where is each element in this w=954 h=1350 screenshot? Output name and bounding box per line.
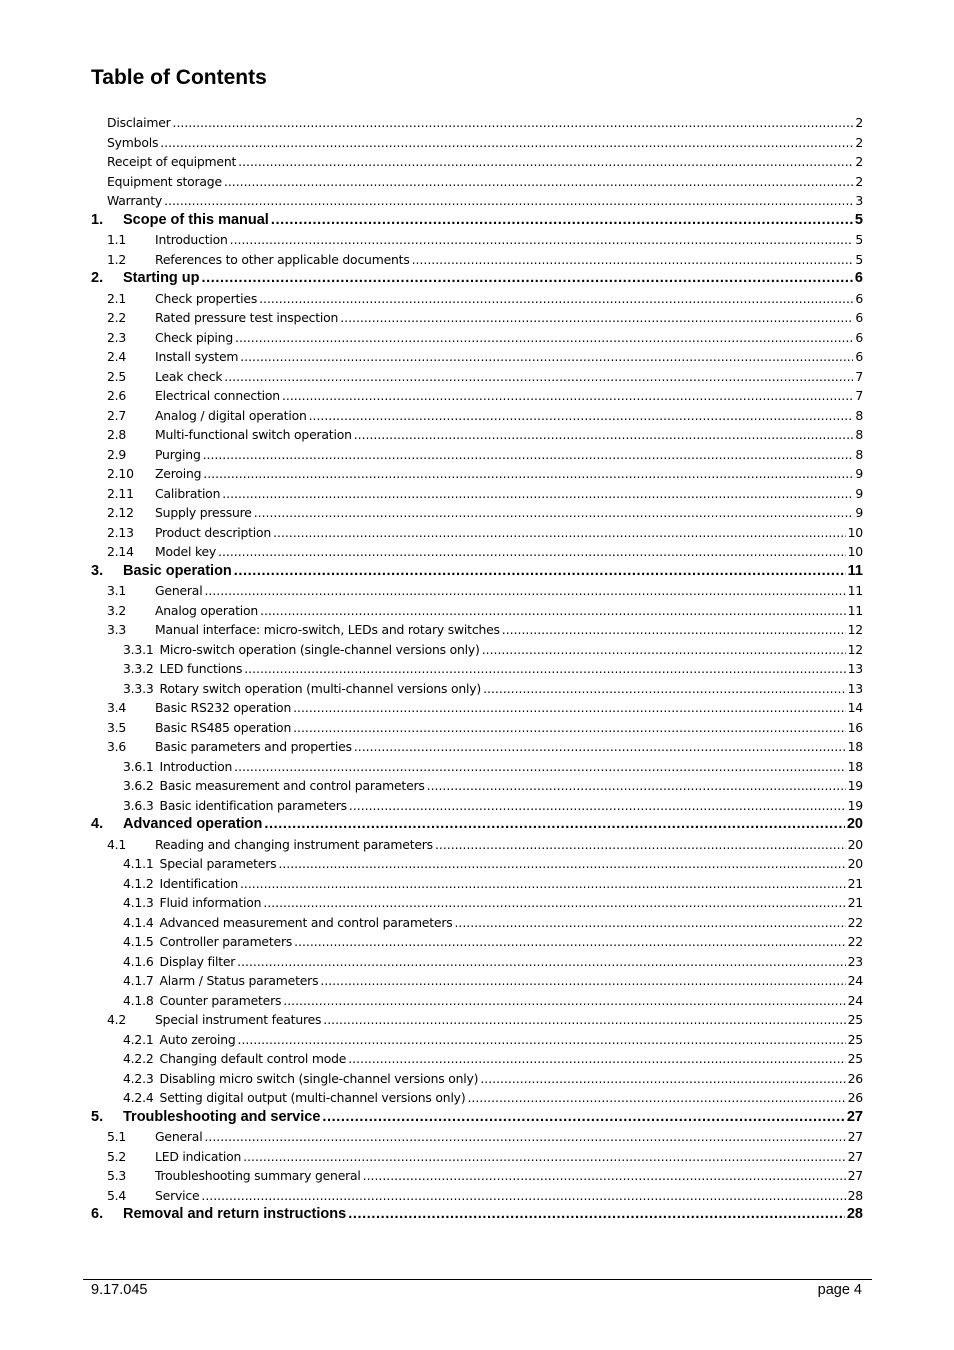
toc-entry-page: 9 <box>855 485 863 501</box>
toc-entry[interactable] <box>91 1088 863 1108</box>
toc-entry-title: Counter parameters <box>159 992 282 1008</box>
toc-entry-number: 2.13 <box>107 524 134 540</box>
toc-entry[interactable] <box>91 503 863 523</box>
toc-entry[interactable] <box>91 250 863 270</box>
toc-dot-leader <box>467 1088 845 1108</box>
toc-entry[interactable] <box>91 386 863 406</box>
toc-entry[interactable] <box>91 854 863 874</box>
toc-dot-leader <box>259 289 853 309</box>
toc-entry-number: 6. <box>91 1206 104 1222</box>
toc-entry[interactable] <box>91 1205 863 1225</box>
toc-entry-title: Check properties <box>155 290 258 306</box>
toc-entry-page: 22 <box>847 934 863 949</box>
toc-dot-leader <box>320 971 845 991</box>
toc-dot-leader <box>271 211 853 231</box>
toc-entry-page: 7 <box>855 368 863 384</box>
toc-entry-title: Removal and return instructions <box>123 1206 347 1222</box>
toc-entry-page: 5 <box>855 232 863 247</box>
toc-entry[interactable] <box>91 874 863 894</box>
toc-entry-title: Basic identification parameters <box>159 797 347 813</box>
toc-entry[interactable] <box>91 542 863 562</box>
toc-dot-leader <box>234 562 846 582</box>
toc-entry-number: 4.1.2 <box>123 875 154 891</box>
toc-entry-title: Rated pressure test inspection <box>155 310 339 325</box>
toc-dot-leader <box>294 932 846 952</box>
toc-dot-leader <box>160 133 853 153</box>
toc-entry-page: 20 <box>847 856 863 871</box>
toc-dot-leader <box>201 1186 845 1206</box>
toc-entry-title: Advanced measurement and control parameters <box>159 914 453 930</box>
toc-dot-leader <box>235 328 853 348</box>
document-code: 9.17.045 <box>91 1282 148 1298</box>
toc-entry-page: 27 <box>847 1148 863 1164</box>
toc-dot-leader <box>244 659 845 679</box>
toc-entry-number: 2.4 <box>107 349 127 364</box>
toc-entry-title: Disabling micro switch (single-channel versions only) <box>159 1070 479 1086</box>
toc-entry-title: References to other applicable documents <box>155 251 410 267</box>
toc-dot-leader <box>348 1205 845 1225</box>
toc-entry-number: 2.7 <box>107 407 127 423</box>
toc-entry-number: 3.5 <box>107 719 127 735</box>
toc-entry-title: Fluid information <box>159 895 262 910</box>
toc-entry-number: 2.6 <box>107 388 127 403</box>
toc-entry-page: 23 <box>847 953 863 969</box>
toc-entry-page: 7 <box>855 388 863 403</box>
toc-entry[interactable] <box>91 581 863 601</box>
page-title: Table of Contents <box>91 66 267 89</box>
toc-entry-title: General <box>155 583 203 598</box>
toc-dot-leader <box>348 1049 845 1069</box>
toc-entry-page: 13 <box>847 680 863 696</box>
toc-entry-title: Basic parameters and properties <box>155 739 352 754</box>
toc-dot-leader <box>323 1010 845 1030</box>
toc-entry[interactable] <box>91 893 863 913</box>
toc-entry-title: Auto zeroing <box>159 1031 236 1047</box>
toc-entry-title: Identification <box>159 875 238 891</box>
toc-entry-title: Starting up <box>123 270 200 286</box>
toc-entry-number: 4.1.6 <box>123 953 154 969</box>
toc-entry-number: 2.12 <box>107 505 134 520</box>
toc-entry[interactable] <box>91 776 863 796</box>
toc-entry-number: 5.2 <box>107 1148 127 1164</box>
toc-entry[interactable] <box>91 1010 863 1030</box>
toc-entry-page: 3 <box>855 193 863 208</box>
toc-entry[interactable] <box>91 562 863 582</box>
toc-entry-page: 5 <box>854 211 863 228</box>
toc-entry-page: 24 <box>847 973 863 988</box>
toc-dot-leader <box>354 737 846 757</box>
toc-dot-leader <box>363 1166 846 1186</box>
toc-entry-number: 4.1.7 <box>123 973 154 988</box>
toc-dot-leader <box>203 464 853 484</box>
toc-entry-page: 10 <box>847 524 863 540</box>
toc-entry-number: 3.3.1 <box>123 641 154 657</box>
toc-entry[interactable] <box>91 1030 863 1050</box>
toc-entry-page: 24 <box>847 992 863 1008</box>
toc-entry-title: Warranty <box>107 193 163 208</box>
footer-divider <box>83 1279 872 1280</box>
toc-entry-title: Analog / digital operation <box>155 407 307 423</box>
toc-dot-leader <box>240 347 853 367</box>
toc-entry-page: 5 <box>855 251 863 267</box>
toc-entry[interactable] <box>91 1147 863 1167</box>
toc-dot-leader <box>243 1147 845 1167</box>
toc-entry-page: 25 <box>847 1051 863 1066</box>
toc-entry-page: 6 <box>855 349 863 364</box>
toc-entry[interactable] <box>91 952 863 972</box>
toc-entry-number: 4.2.3 <box>123 1070 154 1086</box>
toc-entry[interactable] <box>91 815 863 835</box>
toc-dot-leader <box>164 191 853 211</box>
toc-entry-page: 6 <box>854 270 863 286</box>
toc-entry-page: 20 <box>846 816 863 832</box>
toc-entry-number: 5.1 <box>107 1129 127 1144</box>
toc-dot-leader <box>482 640 846 660</box>
toc-dot-leader <box>273 523 846 543</box>
toc-entry-page: 6 <box>855 329 863 345</box>
toc-entry-number: 4.1.8 <box>123 992 154 1008</box>
toc-entry-title: Basic measurement and control parameters <box>159 778 425 793</box>
toc-dot-leader <box>260 601 846 621</box>
toc-entry-number: 3. <box>91 562 104 579</box>
toc-entry[interactable] <box>91 133 863 153</box>
toc-entry-number: 4.1.4 <box>123 914 154 930</box>
toc-entry-number: 3.6.2 <box>123 778 154 793</box>
toc-entry-number: 2.9 <box>107 446 127 462</box>
toc-dot-leader <box>282 386 853 406</box>
toc-entry-number: 2.8 <box>107 427 127 442</box>
toc-entry-title: LED functions <box>159 661 243 676</box>
toc-entry-page: 27 <box>846 1108 863 1125</box>
toc-entry-number: 5.3 <box>107 1168 127 1183</box>
toc-entry-number: 2.11 <box>107 485 134 501</box>
toc-dot-leader <box>483 679 846 699</box>
toc-entry-number: 3.3.2 <box>123 661 154 676</box>
toc-dot-leader <box>293 698 846 718</box>
toc-entry-title: Electrical connection <box>155 388 280 403</box>
toc-entry[interactable] <box>91 308 863 328</box>
toc-entry-title: Introduction <box>155 232 228 247</box>
toc-entry-number: 4.2.4 <box>123 1090 154 1105</box>
toc-entry-number: 2.10 <box>107 466 134 481</box>
toc-dot-leader <box>204 581 845 601</box>
toc-entry-title: Alarm / Status parameters <box>159 973 319 988</box>
toc-entry[interactable] <box>91 328 863 348</box>
toc-entry-page: 11 <box>847 562 863 579</box>
toc-entry[interactable] <box>91 913 863 933</box>
toc-dot-leader <box>224 172 853 192</box>
toc-entry[interactable] <box>91 191 863 211</box>
toc-entry[interactable] <box>91 211 863 231</box>
toc-entry-title: Scope of this manual <box>123 211 269 228</box>
toc-entry-page: 19 <box>847 778 863 793</box>
toc-dot-leader <box>173 113 854 133</box>
toc-entry[interactable] <box>91 367 863 387</box>
toc-entry-number: 3.4 <box>107 700 127 715</box>
toc-entry[interactable] <box>91 1127 863 1147</box>
toc-entry-number: 2.1 <box>107 290 127 306</box>
toc-entry-page: 9 <box>855 505 863 520</box>
toc-entry[interactable] <box>91 718 863 738</box>
toc-entry-title: Changing default control mode <box>159 1051 347 1066</box>
toc-entry-page: 2 <box>855 154 863 169</box>
toc-entry-number: 4.2.2 <box>123 1051 154 1066</box>
toc-entry[interactable] <box>91 737 863 757</box>
toc-entry-title: Advanced operation <box>123 816 263 832</box>
toc-entry-title: Receipt of equipment <box>107 154 237 169</box>
toc-entry-title: Controller parameters <box>159 934 293 949</box>
toc-entry-number: 4.1.1 <box>123 856 154 871</box>
toc-entry-page: 2 <box>855 115 863 130</box>
toc-entry-title: Micro-switch operation (single-channel versions only) <box>159 641 480 657</box>
toc-dot-leader <box>240 874 846 894</box>
toc-dot-leader <box>238 1030 846 1050</box>
toc-entry-page: 18 <box>847 758 863 774</box>
toc-entry-number: 3.6 <box>107 739 127 754</box>
toc-dot-leader <box>222 484 853 504</box>
toc-entry-title: Model key <box>155 544 217 559</box>
toc-entry[interactable] <box>91 523 863 543</box>
toc-entry-page: 19 <box>847 797 863 813</box>
toc-entry[interactable] <box>91 445 863 465</box>
toc-entry-title: Analog operation <box>155 602 259 618</box>
toc-dot-leader <box>427 776 846 796</box>
toc-entry-title: LED indication <box>155 1148 242 1164</box>
toc-entry[interactable] <box>91 464 863 484</box>
toc-entry-page: 11 <box>847 583 863 598</box>
toc-entry[interactable] <box>91 971 863 991</box>
toc-entry[interactable] <box>91 1186 863 1206</box>
toc-entry-title: Troubleshooting and service <box>123 1108 321 1125</box>
toc-entry-title: Product description <box>155 524 272 540</box>
toc-entry[interactable] <box>91 796 863 816</box>
toc-entry-title: Setting digital output (multi-channel versions only) <box>159 1090 466 1105</box>
toc-dot-leader <box>234 757 845 777</box>
toc-entry-number: 4. <box>91 816 104 832</box>
toc-dot-leader <box>283 991 845 1011</box>
toc-dot-leader <box>480 1069 845 1089</box>
toc-dot-leader <box>203 445 854 465</box>
toc-entry[interactable] <box>91 601 863 621</box>
toc-entry-number: 4.1.3 <box>123 895 154 910</box>
toc-entry-page: 16 <box>847 719 863 735</box>
toc-dot-leader <box>454 913 845 933</box>
toc-entry[interactable] <box>91 640 863 660</box>
toc-entry[interactable] <box>91 659 863 679</box>
toc-entry-title: Purging <box>155 446 201 462</box>
toc-entry-page: 8 <box>855 446 863 462</box>
toc-entry-number: 4.2.1 <box>123 1031 154 1047</box>
toc-dot-leader <box>254 503 854 523</box>
toc-dot-leader <box>218 542 846 562</box>
toc-entry-page: 27 <box>847 1168 863 1183</box>
toc-entry-title: Disclaimer <box>107 115 171 130</box>
toc-dot-leader <box>309 406 854 426</box>
toc-entry-number: 4.2 <box>107 1012 127 1027</box>
toc-entry[interactable] <box>91 620 863 640</box>
toc-dot-leader <box>204 1127 845 1147</box>
toc-entry-title: Introduction <box>159 758 233 774</box>
toc-entry-number: 5.4 <box>107 1187 127 1203</box>
toc-entry-title: Service <box>155 1187 200 1203</box>
toc-entry-number: 3.6.1 <box>123 758 154 774</box>
toc-dot-leader <box>354 425 854 445</box>
toc-entry[interactable] <box>91 172 863 192</box>
toc-entry-page: 6 <box>855 290 863 306</box>
toc-entry-title: Basic RS232 operation <box>155 700 292 715</box>
toc-dot-leader <box>278 854 845 874</box>
toc-entry-title: Basic RS485 operation <box>155 719 292 735</box>
toc-dot-leader <box>264 815 844 835</box>
toc-entry-number: 2.14 <box>107 544 134 559</box>
toc-entry-page: 6 <box>855 310 863 325</box>
toc-entry-title: Troubleshooting summary general <box>155 1168 361 1183</box>
toc-entry-title: Reading and changing instrument parameters <box>155 836 433 852</box>
toc-entry-page: 13 <box>847 661 863 676</box>
toc-entry-number: 5. <box>91 1108 104 1125</box>
toc-entry-title: Supply pressure <box>155 505 252 520</box>
toc-entry-number: 1.2 <box>107 251 127 267</box>
toc-entry-page: 12 <box>847 622 863 637</box>
toc-entry-page: 11 <box>847 602 863 618</box>
toc-entry-title: Rotary switch operation (multi-channel versions only) <box>159 680 482 696</box>
toc-entry-page: 25 <box>847 1031 863 1047</box>
toc-entry-number: 2.5 <box>107 368 127 384</box>
toc-entry-title: Calibration <box>155 485 221 501</box>
toc-entry-page: 18 <box>847 739 863 754</box>
toc-entry[interactable] <box>91 406 863 426</box>
toc-entry-title: Leak check <box>155 368 223 384</box>
toc-entry-number: 3.3 <box>107 622 127 637</box>
toc-entry-title: Zeroing <box>155 466 202 481</box>
toc-entry-number: 4.1.5 <box>123 934 154 949</box>
toc-dot-leader <box>293 718 846 738</box>
toc-entry-number: 3.1 <box>107 583 127 598</box>
toc-entry-title: Manual interface: micro-switch, LEDs and rotary switches <box>155 622 500 637</box>
toc-entry[interactable] <box>91 152 863 172</box>
toc-entry-page: 22 <box>847 914 863 930</box>
toc-entry[interactable] <box>91 991 863 1011</box>
toc-entry-title: Install system <box>155 349 239 364</box>
toc-dot-leader <box>238 152 853 172</box>
toc-entry-page: 14 <box>847 700 863 715</box>
toc-dot-leader <box>224 367 853 387</box>
toc-entry-page: 8 <box>855 407 863 423</box>
toc-dot-leader <box>340 308 853 328</box>
toc-entry-page: 12 <box>847 641 863 657</box>
toc-entry-title: Special parameters <box>159 856 277 871</box>
toc-entry-page: 28 <box>846 1206 863 1222</box>
toc-entry-page: 10 <box>847 544 863 559</box>
toc-dot-leader <box>202 269 853 289</box>
toc-entry-page: 2 <box>855 134 863 150</box>
toc-entry[interactable] <box>91 1166 863 1186</box>
toc-entry-number: 3.2 <box>107 602 127 618</box>
toc-dot-leader <box>412 250 854 270</box>
toc-entry-page: 9 <box>855 466 863 481</box>
toc-entry-page: 26 <box>847 1070 863 1086</box>
toc-entry-page: 20 <box>847 836 863 852</box>
toc-entry-page: 2 <box>855 173 863 189</box>
toc-entry[interactable] <box>91 932 863 952</box>
toc-entry-number: 1.1 <box>107 232 127 247</box>
toc-entry[interactable] <box>91 835 863 855</box>
toc-dot-leader <box>230 230 854 250</box>
toc-entry[interactable] <box>91 679 863 699</box>
toc-entry-title: Display filter <box>159 953 236 969</box>
toc-entry-title: Symbols <box>107 134 159 150</box>
toc-entry[interactable] <box>91 757 863 777</box>
toc-entry-title: Check piping <box>155 329 233 345</box>
toc-entry-number: 4.1 <box>107 836 127 852</box>
toc-entry-number: 3.3.3 <box>123 680 154 696</box>
toc-entry-page: 26 <box>847 1090 863 1105</box>
toc-dot-leader <box>237 952 845 972</box>
toc-entry[interactable] <box>91 1108 863 1128</box>
toc-entry-number: 1. <box>91 211 104 228</box>
toc-dot-leader <box>263 893 845 913</box>
toc-entry-page: 28 <box>847 1187 863 1203</box>
toc-entry-title: General <box>155 1129 203 1144</box>
toc-entry-title: Special instrument features <box>155 1012 322 1027</box>
toc-entry-page: 25 <box>847 1012 863 1027</box>
toc-entry[interactable] <box>91 347 863 367</box>
toc-entry-page: 27 <box>847 1129 863 1144</box>
toc-entry[interactable] <box>91 1049 863 1069</box>
toc-entry[interactable] <box>91 289 863 309</box>
toc-entry[interactable] <box>91 698 863 718</box>
toc-entry[interactable] <box>91 484 863 504</box>
toc-dot-leader <box>322 1108 844 1128</box>
toc-entry[interactable] <box>91 113 863 133</box>
toc-entry[interactable] <box>91 425 863 445</box>
toc-entry[interactable] <box>91 1069 863 1089</box>
toc-entry-page: 21 <box>847 895 863 910</box>
toc-entry[interactable] <box>91 269 863 289</box>
toc-entry[interactable] <box>91 230 863 250</box>
toc-dot-leader <box>435 835 846 855</box>
toc-entry-number: 2. <box>91 270 104 286</box>
toc-entry-page: 21 <box>847 875 863 891</box>
toc-entry-title: Multi-functional switch operation <box>155 427 352 442</box>
toc-entry-number: 2.3 <box>107 329 127 345</box>
toc-dot-leader <box>502 620 846 640</box>
toc-entry-page: 8 <box>855 427 863 442</box>
toc-entry-number: 2.2 <box>107 310 127 325</box>
toc-entry-title: Equipment storage <box>107 173 222 189</box>
toc-dot-leader <box>349 796 846 816</box>
toc-entry-number: 3.6.3 <box>123 797 154 813</box>
page-number: page 4 <box>817 1282 862 1298</box>
table-of-contents <box>91 113 863 1225</box>
toc-entry-title: Basic operation <box>123 562 232 579</box>
